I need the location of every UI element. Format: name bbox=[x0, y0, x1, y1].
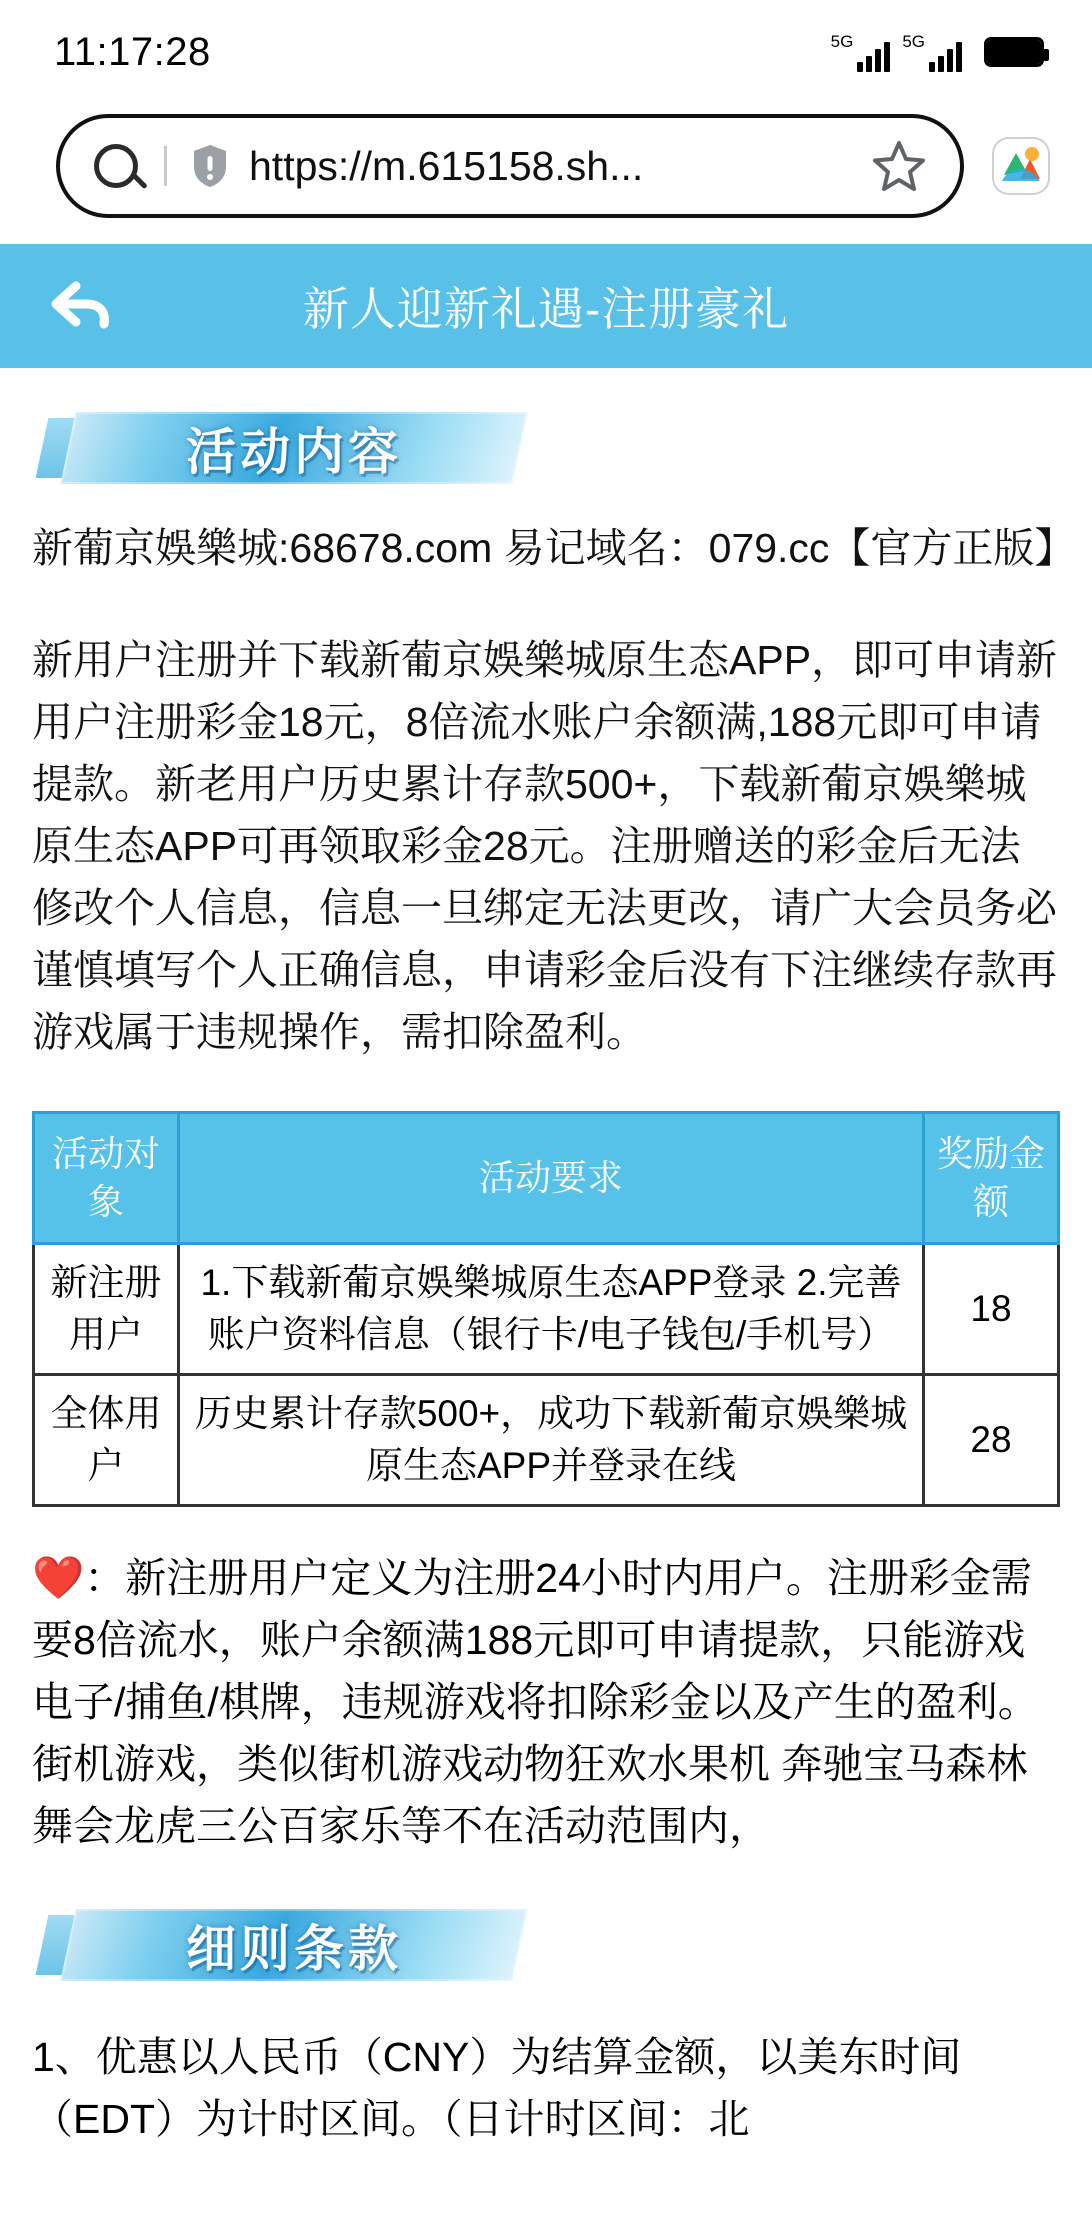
divider bbox=[164, 146, 167, 186]
table-header-requirement: 活动要求 bbox=[179, 1113, 924, 1244]
section-banner-activity-label: 活动内容 bbox=[186, 424, 402, 480]
shield-warning-icon[interactable] bbox=[191, 143, 229, 189]
cell-amount: 18 bbox=[924, 1244, 1059, 1375]
signal-indicator-1 bbox=[831, 33, 891, 72]
terms-text: 1、优惠以人民币（CNY）为结算金额，以美东时间（EDT）为计时区间。（日计时区间：北 bbox=[32, 2034, 962, 2142]
signal-indicator-2 bbox=[902, 33, 962, 72]
browser-app-icon[interactable] bbox=[990, 135, 1052, 197]
search-icon[interactable] bbox=[94, 144, 138, 188]
cell-requirement: 1.下载新葡京娛樂城原生态APP登录 2.完善账户资料信息（银行卡/电子钱包/手机号） bbox=[179, 1244, 924, 1375]
status-time: 11:17:28 bbox=[54, 29, 211, 74]
battery-icon bbox=[984, 37, 1044, 67]
main-paragraph: 新用户注册并下载新葡京娛樂城原生态APP，即可申请新用户注册彩金18元，8倍流水账户余额满,188元即可申请提款。新老用户历史累计存款500+，下载新葡京娛樂城原生态APP可再领取彩金28元。注册赠送的彩金后无法修改个人信息，信息一旦绑定无法更改，请广大会员务必谨慎填写个人正确信息，申请彩金后没有下注继续存款再游戏属于违规操作，需扣除盈利。 bbox=[32, 637, 1058, 1055]
section-banner-terms bbox=[68, 1909, 520, 1981]
page-title: 新人迎新礼遇-注册豪礼 bbox=[302, 283, 790, 335]
section-banner-terms-label: 细则条款 bbox=[186, 1921, 402, 1977]
table-header-object: 活动对象 bbox=[34, 1113, 179, 1244]
page-content bbox=[0, 368, 1092, 2150]
note-line-1: ：新注册用户定义为注册24小时内用户。注册彩金需要8倍流水，账户余额满188元即可申请提款，只能游戏电子/捕鱼/棋牌，违规游戏将扣除彩金以及产生的盈利。 bbox=[32, 1555, 1039, 1725]
star-icon[interactable] bbox=[872, 139, 926, 193]
network-type-label-2: 5G bbox=[902, 31, 925, 51]
heart-icon: ❤️ bbox=[32, 1554, 85, 1601]
status-bar bbox=[0, 0, 1092, 104]
address-bar[interactable] bbox=[56, 114, 964, 218]
signal-bars-icon-2 bbox=[929, 42, 962, 72]
status-indicators bbox=[831, 33, 1044, 72]
note-line-2: 街机游戏，类似街机游戏动物狂欢水果机 奔驰宝马森林舞会龙虎三公百家乐等不在活动范围内， bbox=[32, 1741, 1028, 1849]
reward-table bbox=[32, 1111, 1060, 1507]
network-type-label-1: 5G bbox=[830, 31, 854, 51]
table-header-row bbox=[34, 1113, 1059, 1244]
section-banner-activity bbox=[68, 412, 520, 484]
url-text[interactable]: https://m.615158.sh... bbox=[249, 142, 644, 189]
table-row bbox=[34, 1244, 1059, 1375]
table-row bbox=[34, 1375, 1059, 1506]
cell-object: 新注册用户 bbox=[34, 1244, 179, 1375]
domain-line: 新葡京娛樂城:68678.com 易记域名：079.cc【官方正版】 bbox=[32, 525, 1076, 571]
cell-requirement: 历史累计存款500+，成功下载新葡京娛樂城原生态APP并登录在线 bbox=[179, 1375, 924, 1506]
table-header-amount: 奖励金额 bbox=[924, 1113, 1059, 1244]
page-header bbox=[0, 244, 1092, 368]
browser-toolbar bbox=[0, 104, 1092, 244]
cell-object: 全体用户 bbox=[34, 1375, 179, 1506]
signal-bars-icon-1 bbox=[857, 42, 890, 72]
cell-amount: 28 bbox=[924, 1375, 1059, 1506]
note-block bbox=[32, 1547, 1060, 1857]
